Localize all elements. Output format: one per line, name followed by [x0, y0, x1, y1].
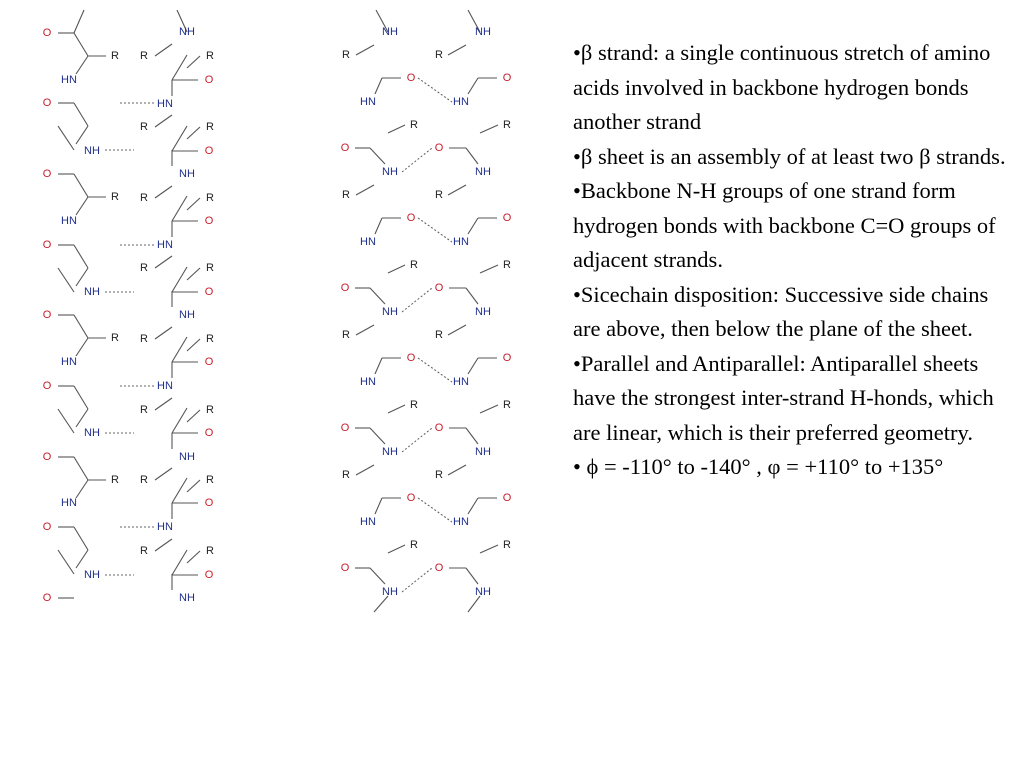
oxygen-label-61: O	[406, 212, 416, 224]
nitrogen-label-31: HN	[157, 98, 173, 110]
nitrogen-label-90: HN	[453, 96, 469, 108]
bond-113	[466, 148, 478, 164]
oxygen-label-57: O	[406, 72, 416, 84]
bond-115	[468, 218, 478, 234]
side-chain-label-44: R	[206, 192, 214, 204]
bond-41	[172, 196, 187, 221]
nitrogen-label-38: NH	[179, 592, 195, 604]
covalent-bonds	[58, 10, 498, 612]
nitrogen-label-98: HN	[453, 376, 469, 388]
bond-73	[187, 480, 200, 492]
side-chain-label-40: R	[206, 50, 214, 62]
oxygen-label-7: O	[42, 309, 52, 321]
oxygen-label-72: O	[434, 562, 444, 574]
bond-27	[74, 457, 88, 480]
nitrogen-label-33: HN	[157, 239, 173, 251]
bond-106	[356, 465, 374, 475]
hydrogen-bond-9	[418, 78, 452, 102]
nitrogen-label-55: NH	[382, 26, 398, 38]
oxygen-label-63: O	[340, 282, 350, 294]
bond-126	[374, 596, 388, 612]
side-chain-label-84: R	[503, 399, 511, 411]
nitrogen-label-91: NH	[382, 166, 398, 178]
oxygen-label-67: O	[340, 422, 350, 434]
bond-25	[76, 409, 88, 427]
side-chain-label-77: R	[342, 189, 350, 201]
bond-94	[356, 45, 374, 55]
nitrogen-label-14: HN	[61, 74, 77, 86]
nitrogen-label-20: HN	[61, 497, 77, 509]
bond-116	[370, 288, 385, 304]
nitrogen-label-16: HN	[61, 215, 77, 227]
oxygen-label-3: O	[42, 97, 52, 109]
hydrogen-bond-11	[418, 218, 452, 242]
bond-109	[480, 545, 498, 553]
bond-15	[74, 245, 88, 268]
nitrogen-label-32: NH	[179, 168, 195, 180]
note-beta-strand: •β strand: a single continuous stretch of amino acids involved in backbone hydrogen bonds another strand	[573, 40, 991, 134]
bond-1	[74, 10, 84, 33]
bond-100	[388, 265, 405, 273]
note-beta-sheet: •β sheet is an assembly of at least two β strands.	[573, 143, 1006, 169]
nitrogen-label-93: HN	[360, 236, 376, 248]
oxygen-label-24: O	[204, 145, 214, 157]
side-chain-label-87: R	[410, 539, 418, 551]
bond-24	[58, 409, 74, 433]
side-chain-label-54: R	[206, 545, 214, 557]
side-chain-label-88: R	[503, 539, 511, 551]
bond-8	[58, 126, 74, 150]
bond-47	[172, 408, 187, 433]
bond-3	[74, 33, 88, 56]
side-chain-label-8: R	[111, 332, 119, 344]
atom-labels	[43, 26, 512, 604]
bond-114	[375, 218, 382, 234]
bond-108	[388, 545, 405, 553]
bond-33	[76, 550, 88, 568]
nitrogen-label-19: NH	[84, 427, 100, 439]
bond-118	[375, 358, 382, 374]
oxygen-label-65: O	[406, 352, 416, 364]
nitrogen-label-36: NH	[179, 451, 195, 463]
bond-69	[187, 339, 200, 351]
bond-7	[74, 103, 88, 126]
side-chain-label-5: R	[111, 191, 119, 203]
bond-101	[480, 265, 498, 273]
bond-119	[468, 358, 478, 374]
oxygen-label-70: O	[502, 492, 512, 504]
bond-5	[76, 56, 88, 74]
nitrogen-label-17: NH	[84, 286, 100, 298]
side-chain-label-75: R	[410, 119, 418, 131]
bond-103	[448, 325, 466, 335]
nitrogen-label-92: NH	[475, 166, 491, 178]
oxygen-label-58: O	[502, 72, 512, 84]
bond-17	[76, 268, 88, 286]
nitrogen-label-94: HN	[453, 236, 469, 248]
nitrogen-label-37: HN	[157, 521, 173, 533]
nitrogen-label-34: NH	[179, 309, 195, 321]
nitrogen-label-18: HN	[61, 356, 77, 368]
side-chain-label-82: R	[435, 329, 443, 341]
side-chain-label-46: R	[206, 262, 214, 274]
bond-66	[155, 256, 172, 268]
bond-97	[480, 125, 498, 133]
side-chain-label-76: R	[503, 119, 511, 131]
side-chain-label-2: R	[111, 50, 119, 62]
bond-62	[155, 115, 172, 127]
note-backbone-hbonds: •Backbone N-H groups of one strand form hydrogen bonds with backbone C=O groups of adjacent strands.	[573, 178, 996, 272]
bond-65	[187, 198, 200, 210]
bond-51	[172, 550, 187, 575]
bond-43	[172, 267, 187, 292]
side-chain-label-48: R	[206, 333, 214, 345]
bond-125	[466, 568, 478, 584]
hydrogen-bond-14	[402, 428, 432, 452]
hydrogen-bond-16	[402, 568, 432, 592]
nitrogen-label-100: NH	[475, 446, 491, 458]
side-chain-label-81: R	[342, 329, 350, 341]
nitrogen-label-102: HN	[453, 516, 469, 528]
bond-31	[74, 527, 88, 550]
oxygen-label-60: O	[434, 142, 444, 154]
oxygen-label-71: O	[340, 562, 350, 574]
oxygen-label-27: O	[204, 356, 214, 368]
side-chain-label-80: R	[503, 259, 511, 271]
oxygen-label-12: O	[42, 521, 52, 533]
bond-60	[155, 44, 172, 56]
side-chain-label-78: R	[435, 189, 443, 201]
bond-37	[172, 55, 187, 80]
nitrogen-label-35: HN	[157, 380, 173, 392]
oxygen-label-69: O	[406, 492, 416, 504]
oxygen-label-28: O	[204, 427, 214, 439]
oxygen-label-6: O	[42, 239, 52, 251]
nitrogen-label-99: NH	[382, 446, 398, 458]
nitrogen-label-103: NH	[382, 586, 398, 598]
side-chain-label-52: R	[206, 474, 214, 486]
side-chain-label-42: R	[206, 121, 214, 133]
oxygen-label-25: O	[204, 215, 214, 227]
note-sidechain-disposition: •Sicechain disposition: Successive side chains are above, then below the plane of the sheet.	[573, 281, 989, 341]
nitrogen-label-101: HN	[360, 516, 376, 528]
hydrogen-bond-10	[402, 148, 432, 172]
bond-49	[172, 478, 187, 503]
oxygen-label-1: O	[42, 27, 52, 39]
bond-75	[187, 551, 200, 563]
bond-68	[155, 327, 172, 339]
bond-63	[187, 127, 200, 139]
bond-11	[74, 174, 88, 197]
bond-72	[155, 468, 172, 480]
nitrogen-label-22: NH	[179, 26, 195, 38]
oxygen-label-66: O	[502, 352, 512, 364]
hydrogen-bond-12	[402, 288, 432, 312]
side-chain-label-51: R	[140, 474, 148, 486]
bond-16	[58, 268, 74, 292]
side-chain-label-49: R	[140, 404, 148, 416]
oxygen-label-64: O	[434, 282, 444, 294]
nitrogen-label-21: NH	[84, 569, 100, 581]
side-chain-label-85: R	[342, 469, 350, 481]
bond-71	[187, 410, 200, 422]
note-dihedral-angles: • ϕ = -110° to -140° , φ = +110° to +135°	[573, 454, 944, 479]
bond-99	[448, 185, 466, 195]
nitrogen-label-56: NH	[475, 26, 491, 38]
bond-107	[448, 465, 466, 475]
bond-61	[187, 56, 200, 68]
bond-121	[466, 428, 478, 444]
oxygen-label-4: O	[42, 168, 52, 180]
side-chain-label-50: R	[206, 404, 214, 416]
notes-panel	[573, 36, 1013, 485]
bond-9	[76, 126, 88, 144]
bond-70	[155, 398, 172, 410]
bond-105	[480, 405, 498, 413]
bond-19	[74, 315, 88, 338]
oxygen-label-13: O	[42, 592, 52, 604]
bond-23	[74, 386, 88, 409]
oxygen-label-26: O	[204, 286, 214, 298]
bond-13	[76, 197, 88, 215]
bond-123	[468, 498, 478, 514]
bond-98	[356, 185, 374, 195]
bond-39	[172, 126, 187, 151]
oxygen-label-30: O	[204, 569, 214, 581]
side-chain-label-11: R	[111, 474, 119, 486]
oxygen-label-29: O	[204, 497, 214, 509]
nitrogen-label-96: NH	[475, 306, 491, 318]
side-chain-label-41: R	[140, 121, 148, 133]
oxygen-label-68: O	[434, 422, 444, 434]
nitrogen-label-15: NH	[84, 145, 100, 157]
nitrogen-label-95: NH	[382, 306, 398, 318]
nitrogen-label-89: HN	[360, 96, 376, 108]
bond-74	[155, 539, 172, 551]
oxygen-label-23: O	[204, 74, 214, 86]
hydrogen-bond-13	[418, 358, 452, 382]
side-chain-label-79: R	[410, 259, 418, 271]
side-chain-label-53: R	[140, 545, 148, 557]
bond-45	[172, 337, 187, 362]
side-chain-label-47: R	[140, 333, 148, 345]
bond-117	[466, 288, 478, 304]
bond-21	[76, 338, 88, 356]
bond-122	[375, 498, 382, 514]
side-chain-label-43: R	[140, 192, 148, 204]
bond-95	[448, 45, 466, 55]
nitrogen-label-104: NH	[475, 586, 491, 598]
oxygen-label-9: O	[42, 380, 52, 392]
bond-96	[388, 125, 405, 133]
oxygen-label-62: O	[502, 212, 512, 224]
nitrogen-label-97: HN	[360, 376, 376, 388]
bond-64	[155, 186, 172, 198]
side-chain-label-45: R	[140, 262, 148, 274]
side-chain-label-39: R	[140, 50, 148, 62]
hydrogen-bonds	[105, 78, 452, 592]
bond-112	[370, 148, 385, 164]
oxygen-label-10: O	[42, 451, 52, 463]
hydrogen-bond-15	[418, 498, 452, 522]
side-chain-label-73: R	[342, 49, 350, 61]
bond-127	[468, 596, 480, 612]
bond-102	[356, 325, 374, 335]
bond-111	[468, 78, 478, 94]
side-chain-label-86: R	[435, 469, 443, 481]
oxygen-label-59: O	[340, 142, 350, 154]
bond-104	[388, 405, 405, 413]
bond-67	[187, 268, 200, 280]
bond-110	[375, 78, 382, 94]
bond-32	[58, 550, 74, 574]
bond-29	[76, 480, 88, 498]
side-chain-label-74: R	[435, 49, 443, 61]
bond-124	[370, 568, 385, 584]
bond-120	[370, 428, 385, 444]
side-chain-label-83: R	[410, 399, 418, 411]
note-parallel-antiparallel: •Parallel and Antiparallel: Antiparallel sheets have the strongest inter-strand H-honds, which are linear, which is their preferred geometry.	[573, 350, 994, 445]
